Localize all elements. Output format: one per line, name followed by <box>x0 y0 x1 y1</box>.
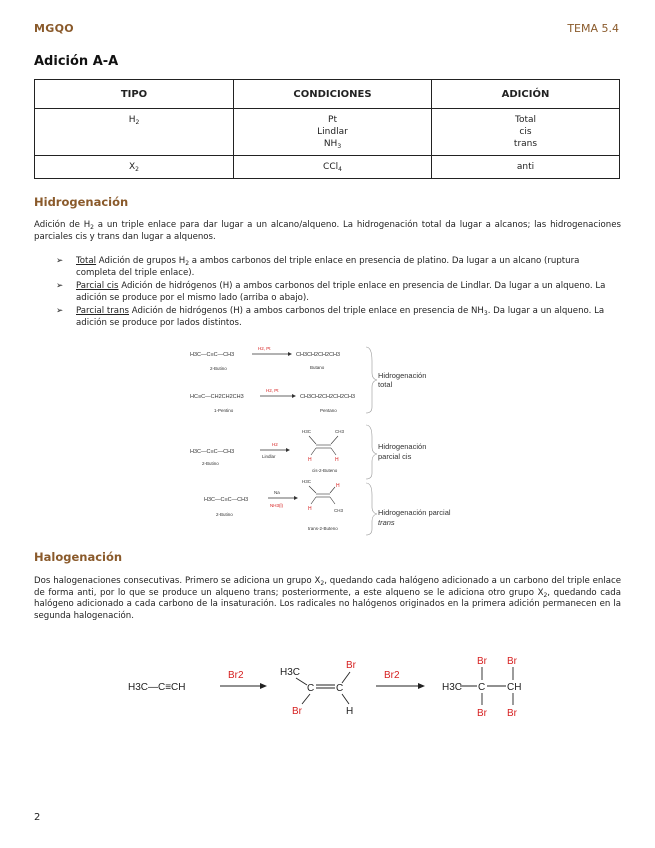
header-left: MGQO <box>34 22 74 35</box>
group-label-trans-2: trans <box>378 518 395 527</box>
svg-text:H3C: H3C <box>302 479 312 484</box>
col-adicion: ADICIÓN <box>432 80 620 109</box>
svg-text:CH: CH <box>507 682 522 693</box>
cell-adicion: anti <box>432 156 620 179</box>
svg-text:Br: Br <box>292 706 302 717</box>
r1-reactant-name: 2-Butino <box>210 366 227 371</box>
group-label-total-2: total <box>378 380 393 389</box>
svg-text:H: H <box>308 457 312 463</box>
svg-text:Br: Br <box>477 708 487 719</box>
svg-text:Br: Br <box>346 660 356 671</box>
col-tipo: TIPO <box>35 80 234 109</box>
list-item: ➢ Parcial trans Adición de hidrógenos (H) a ambos carbonos del triple enlace en presencia de $NH_3$. Da lugar a un alqueno. La adición se produce por lados distintos. <box>56 306 605 328</box>
r2-reactant-name: 1-Pentino <box>214 408 234 413</box>
r3-reactant: H3C—C≡C—CH3 <box>190 449 235 455</box>
cell-condiciones: Pt Lindlar $NH_3$ <box>234 109 432 156</box>
r1-reactant: H3C—C≡C—CH3 <box>190 352 235 358</box>
cell-condiciones: CCl$_4$ <box>234 156 432 179</box>
svg-text:H3C: H3C <box>442 682 463 693</box>
svg-text:H: H <box>308 506 312 512</box>
list-item: ➢ Parcial cis Adición de hidrógenos (H) a ambos carbonos del triple enlace en presencia de Lindlar. Da lugar a un alqueno. La adición se produce por el mismo lado (arriba o abajo). <box>56 281 606 303</box>
halogenation-scheme <box>124 651 536 723</box>
group-label-cis-1: Hidrogenación <box>378 442 427 451</box>
svg-text:C: C <box>336 683 344 694</box>
svg-text:H3C: H3C <box>302 429 312 434</box>
r1-product: CH3CH2CH2CH3 <box>296 352 341 358</box>
svg-text:CH3: CH3 <box>334 508 344 513</box>
cell-adicion: Total cis trans <box>432 109 620 156</box>
r3-reactant-name: 2-Butino <box>202 461 219 466</box>
svg-text:H: H <box>336 483 340 489</box>
halogenacion-heading: Halogenación <box>34 550 123 564</box>
header-right: TEMA 5.4 <box>567 22 619 35</box>
svg-text:C: C <box>478 682 486 693</box>
page-number: 2 <box>34 812 41 823</box>
reagent-2: Br2 <box>384 670 400 681</box>
group-label-total-1: Hidrogenación <box>378 371 427 380</box>
svg-text:C: C <box>307 683 315 694</box>
hidrogenacion-paragraph: Adición de $H_2$ a un triple enlace para dar lugar a un alcano/alqueno. La hidrogenación total da lugar a alcanos; las hidrogenaciones parciales cis y trans dan lugar a alquenos. <box>34 220 621 242</box>
page-title: Adición A-A <box>34 54 119 69</box>
hidrogenacion-heading: Hidrogenación <box>34 195 129 209</box>
svg-text:H: H <box>346 706 354 717</box>
r4-cond-top: Na <box>274 490 280 495</box>
arrow-bullet-icon: ➢ <box>56 256 64 266</box>
addition-table <box>34 79 620 179</box>
r2-conditions: H2, Pt <box>266 388 279 393</box>
svg-text:H: H <box>335 457 339 463</box>
halogenacion-paragraph: Dos halogenaciones consecutivas. Primero se adiciona un grupo $X_2$, quedando cada halógeno adicionado a un carbono del triple enlace de forma anti, por lo que se produce un alqueno trans; posteriormente, a este alqueno se le adiciona otro grupo $X_2$, quedando cada halógeno adicionado a cada carbono de la insaturación. Los radicales no halógenos originados en la primera adición permanecen en la segunda halogenación. <box>34 576 622 621</box>
r1-product-name: Butano <box>310 365 325 370</box>
r4-cond-bottom: NH3(l) <box>270 503 283 508</box>
r2-product-name: Pentano <box>320 408 337 413</box>
table-header-row <box>35 80 620 109</box>
halo-reactant: H3C—C≡CH <box>128 682 186 693</box>
group-label-trans-1: Hidrogenación parcial <box>378 508 451 517</box>
svg-text:H3C: H3C <box>280 667 301 678</box>
r1-conditions: H2, Pt <box>258 346 271 351</box>
svg-text:Br: Br <box>507 708 517 719</box>
r2-product: CH3CH2CH2CH2CH3 <box>300 394 356 400</box>
arrow-bullet-icon: ➢ <box>56 281 64 291</box>
svg-text:Br: Br <box>507 656 517 667</box>
hydrogenation-scheme <box>188 341 470 537</box>
list-item: ➢ Total Adición de grupos $H_2$ a ambos carbonos del triple enlace en presencia de platino. Da lugar a un alcano (ruptura completa del triple enlace). <box>56 256 580 278</box>
cell-tipo: $H_2$ <box>35 109 234 156</box>
table-row <box>35 109 620 156</box>
r4-product-name: trans-2-Buteno <box>308 526 338 531</box>
group-label-cis-2: parcial cis <box>378 452 412 461</box>
cell-tipo: $X_2$ <box>35 156 234 179</box>
table-row <box>35 156 620 179</box>
reagent-1: Br2 <box>228 670 244 681</box>
svg-text:CH3: CH3 <box>335 429 345 434</box>
col-condiciones: CONDICIONES <box>234 80 432 109</box>
r3-product-name: cis-2-Buteno <box>312 468 338 473</box>
svg-text:Br: Br <box>477 656 487 667</box>
r4-reactant-name: 2-Butino <box>216 512 233 517</box>
r3-cond-bottom: Lindlar <box>262 454 276 459</box>
r2-reactant: HC≡C—CH2CH2CH3 <box>190 394 244 400</box>
arrow-bullet-icon: ➢ <box>56 306 64 316</box>
r4-reactant: H3C—C≡C—CH3 <box>204 497 249 503</box>
r3-cond-top: H2 <box>272 442 278 447</box>
